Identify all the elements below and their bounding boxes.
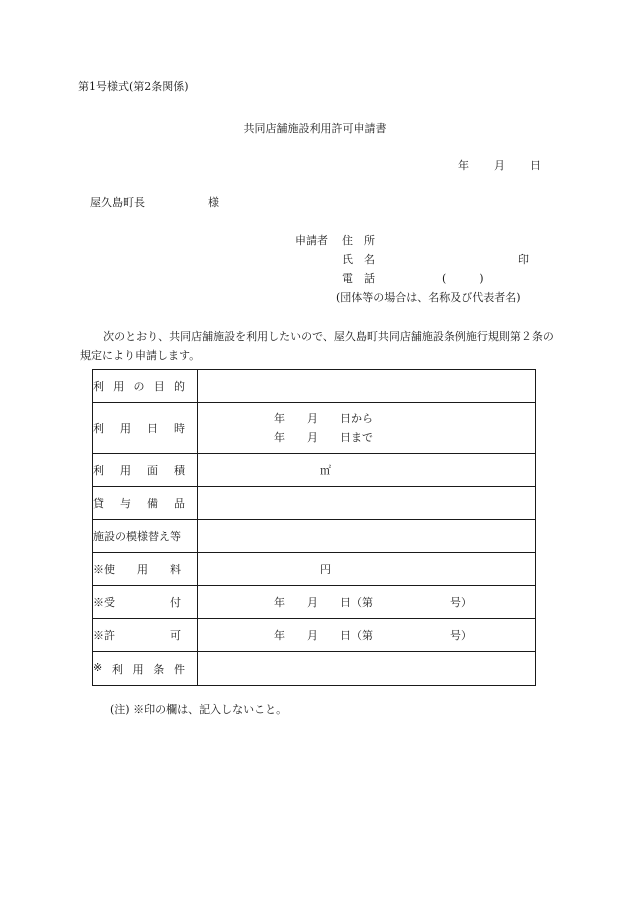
table-row-fee (93, 553, 536, 586)
area-label (93, 454, 198, 487)
date-year-label: 年 (458, 159, 469, 172)
permit-value-text: 年 月 日（第 号） (274, 629, 472, 642)
permit-value[interactable] (198, 619, 536, 652)
table-row-conditions (93, 652, 536, 686)
receipt-value[interactable] (198, 586, 536, 619)
table-row-receipt (93, 586, 536, 619)
permit-label (93, 619, 198, 652)
date-day-label: 日 (530, 159, 541, 172)
applicant-label: 申請者 (295, 234, 328, 247)
receipt-label-text: ※受 付 (93, 596, 181, 609)
area-label-text: 利 用 面 積 (93, 464, 185, 477)
seal-mark: 印 (518, 253, 529, 266)
conditions-label (93, 652, 198, 686)
area-value[interactable] (198, 454, 536, 487)
permit-label-text: ※許 可 (93, 629, 181, 642)
datetime-label-text: 利 用 日 時 (93, 422, 185, 435)
table-row-area (93, 454, 536, 487)
form-number: 第1号様式(第2条関係) (78, 80, 189, 93)
group-note: (団体等の場合は、名称及び代表者名) (336, 291, 521, 304)
equipment-value[interactable] (198, 487, 536, 520)
equipment-label (93, 487, 198, 520)
addressee-name: 屋久島町長 (90, 196, 145, 209)
table-row-permit (93, 619, 536, 652)
addressee-honorific: 様 (208, 196, 219, 209)
name-label: 氏 名 (342, 253, 375, 266)
purpose-label-text: 利 用 の 目 的 (93, 380, 185, 393)
application-table (92, 369, 536, 686)
datetime-to: 年 月 日まで (274, 431, 373, 444)
receipt-value-text: 年 月 日（第 号） (274, 596, 472, 609)
receipt-label (93, 586, 198, 619)
remodel-value[interactable] (198, 520, 536, 553)
table-row-equipment (93, 487, 536, 520)
phone-label: 電 話 (342, 272, 375, 285)
equipment-label-text: 貸 与 備 品 (93, 497, 185, 510)
remodel-label-text: 施設の模様替え等 (93, 530, 181, 543)
fee-label-text: ※使 用 料 (93, 563, 181, 576)
table-row-purpose (93, 370, 536, 403)
area-unit: ㎡ (320, 464, 331, 477)
table-row-datetime (93, 403, 536, 454)
datetime-value[interactable] (198, 403, 536, 454)
datetime-label (93, 403, 198, 454)
fee-value[interactable] (198, 553, 536, 586)
table-row-remodel (93, 520, 536, 553)
date-month-label: 月 (494, 159, 505, 172)
address-label: 住 所 (342, 234, 375, 247)
fee-unit: 円 (320, 563, 331, 576)
application-statement: 次のとおり、共同店舗施設を利用したいので、屋久島町共同店舗施設条例施行規則第２条の規定により申請します。 (80, 330, 554, 362)
conditions-label-text: ※ 利 用 条 件 (93, 660, 185, 676)
purpose-label (93, 370, 198, 403)
purpose-value[interactable] (198, 370, 536, 403)
conditions-value[interactable] (198, 652, 536, 686)
document-title: 共同店舗施設利用許可申請書 (243, 122, 387, 135)
phone-parentheses: ( ) (442, 272, 484, 285)
remodel-label (93, 520, 198, 553)
datetime-from: 年 月 日から (274, 412, 373, 425)
footer-note: (注) ※印の欄は、記入しないこと。 (110, 703, 288, 716)
fee-label (93, 553, 198, 586)
